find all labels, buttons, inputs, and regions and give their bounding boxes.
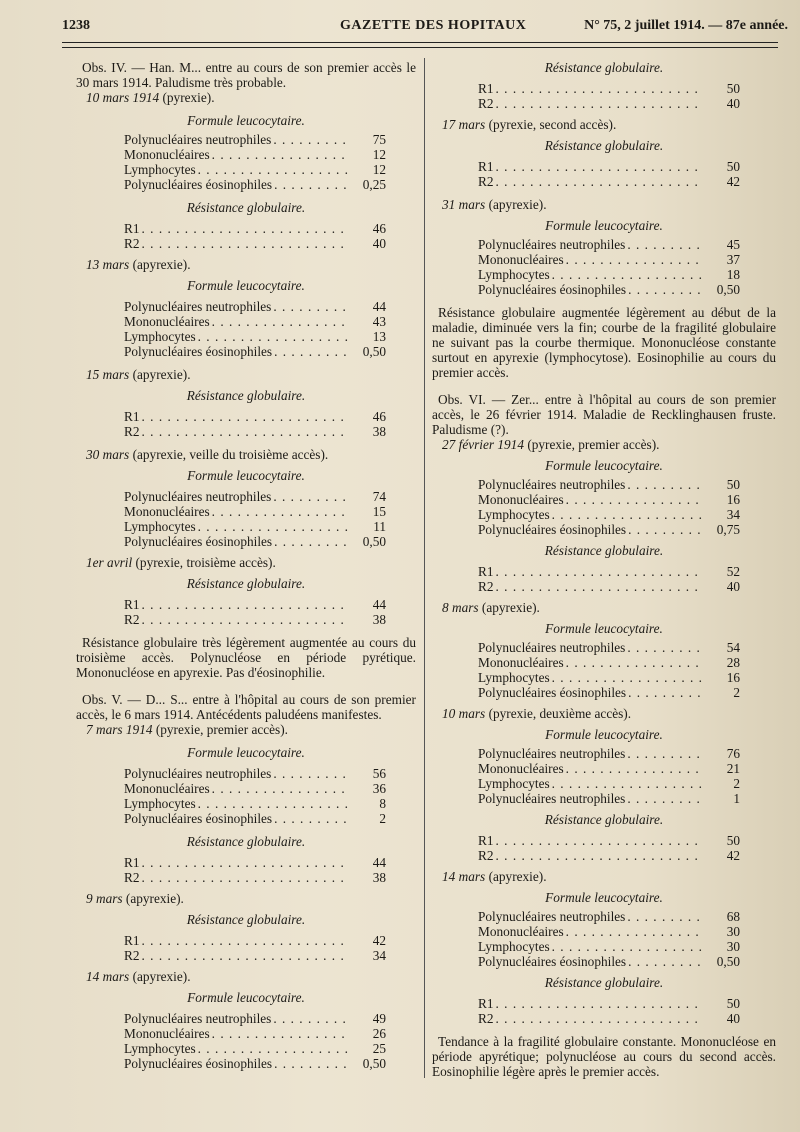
table-title: Formule leucocytaire. [187,990,305,1005]
table-title: Résistance globulaire. [186,388,306,403]
table-row: Polynucléaires neutrophiles . . . 50 [478,477,740,492]
table-title: Formule leucocytaire. [545,727,663,742]
header-rule [62,42,778,43]
table-title: Formule leucocytaire. [187,745,305,760]
leucocyte-table [478,237,740,297]
table-row: Lymphocytes . . . 2 [478,776,740,791]
observation-iv-summary: Résistance globulaire très légèrement augmentée au cours du troisième accès. Polynucléose en période pyrétique. Mononucléose en apyrexie. Pas d'éosinophilie. [76,635,416,680]
table-row: Lymphocytes . . . 16 [478,670,740,685]
table-row: Mononucléaires . . . 15 [124,504,386,519]
leucocyte-table [124,489,386,549]
table-row: Lymphocytes . . . 30 [478,939,740,954]
leucocyte-table [478,746,740,806]
table-row: R2 . . . 40 [478,96,740,111]
leucocyte-table [478,909,740,969]
observation-v-summary: Résistance globulaire augmentée légèrement au début de la maladie, diminuée vers la fin; courbe de la fragilité globulaire ne suivant pas la courbe thermique. Mononucléose constante surtout en apyrexie (lymphocytose). Eosinophilie au cours du premier accès. [432,305,776,380]
table-row: R1 . . . 42 [124,933,386,948]
table-row: R1 . . . 52 [478,564,740,579]
resistance-table [478,159,740,189]
journal-title: GAZETTE DES HOPITAUX [340,18,527,33]
table-row: Polynucléaires neutrophiles . . . 68 [478,909,740,924]
table-row: Polynucléaires éosinophiles . . . 0,50 [478,954,740,969]
table-row: R2 . . . 40 [478,1011,740,1026]
table-title: Résistance globulaire. [186,834,306,849]
table-row: Mononucléaires . . . 37 [478,252,740,267]
table-row: R2 . . . 42 [478,848,740,863]
date-line: 14 mars (apyrexie). [86,969,191,984]
resistance-table [124,221,386,251]
resistance-table [478,996,740,1026]
left-column [76,60,416,1071]
date-line: 1er avril (pyrexie, troisième accès). [86,555,276,570]
table-row: Mononucléaires . . . 28 [478,655,740,670]
table-row: Polynucléaires éosinophiles . . . 0,50 [124,1056,386,1071]
table-row: R2 . . . 38 [124,424,386,439]
table-title: Résistance globulaire. [186,200,306,215]
table-title: Formule leucocytaire. [187,468,305,483]
table-row: Lymphocytes . . . 12 [124,162,386,177]
table-title: Résistance globulaire. [544,60,664,75]
right-column [432,60,776,1079]
table-title: Formule leucocytaire. [545,621,663,636]
observation-v-intro: Obs. V. — D... S... entre à l'hôpital au cours de son premier accès, le 6 mars 1914. Antécédents paludéens manifestes. [76,692,416,722]
table-title: Formule leucocytaire. [187,278,305,293]
table-row: R1 . . . 44 [124,855,386,870]
table-title: Résistance globulaire. [544,812,664,827]
leucocyte-table [124,299,386,359]
table-row: Mononucléaires . . . 30 [478,924,740,939]
leucocyte-table [478,477,740,537]
resistance-table [478,564,740,594]
table-row: R1 . . . 50 [478,159,740,174]
date-line: 31 mars (apyrexie). [442,197,547,212]
table-row: R1 . . . 46 [124,221,386,236]
table-row: R2 . . . 34 [124,948,386,963]
leucocyte-table [124,1011,386,1071]
table-title: Formule leucocytaire. [545,890,663,905]
table-row: Polynucléaires neutrophiles . . . 1 [478,791,740,806]
table-title: Formule leucocytaire. [545,458,663,473]
observation-vi-summary: Tendance à la fragilité globulaire constante. Mononucléose en période apyrétique; polynucléose au cours du second accès. Eosinophilie légère après le premier accès. [432,1034,776,1079]
table-row: Polynucléaires neutrophiles . . . 75 [124,132,386,147]
resistance-table [124,409,386,439]
table-row: Polynucléaires neutrophiles . . . 44 [124,299,386,314]
table-row: R1 . . . 50 [478,81,740,96]
table-row: R2 . . . 38 [124,612,386,627]
table-row: Lymphocytes . . . 11 [124,519,386,534]
table-title: Résistance globulaire. [186,576,306,591]
leucocyte-table [124,766,386,826]
table-row: Mononucléaires . . . 36 [124,781,386,796]
table-row: Mononucléaires . . . 16 [478,492,740,507]
date-line: 14 mars (apyrexie). [442,869,547,884]
table-row: Lymphocytes . . . 18 [478,267,740,282]
table-row: R2 . . . 40 [478,579,740,594]
table-row: Lymphocytes . . . 13 [124,329,386,344]
date-line: 13 mars (apyrexie). [86,257,191,272]
table-row: Polynucléaires neutrophiles . . . 74 [124,489,386,504]
table-row: Mononucléaires . . . 26 [124,1026,386,1041]
table-row: R1 . . . 50 [478,833,740,848]
date-line: 17 mars (pyrexie, second accès). [442,117,617,132]
table-row: Mononucléaires . . . 21 [478,761,740,776]
table-title: Formule leucocytaire. [545,218,663,233]
leucocyte-table [124,132,386,192]
date-line: 7 mars 1914 (pyrexie, premier accès). [86,722,288,737]
table-row: Mononucléaires . . . 12 [124,147,386,162]
table-row: Lymphocytes . . . 25 [124,1041,386,1056]
table-title: Résistance globulaire. [544,138,664,153]
table-row: Mononucléaires . . . 43 [124,314,386,329]
date-line: 30 mars (apyrexie, veille du troisième accès). [86,447,329,462]
issue-info: N° 75, 2 juillet 1914. — 87e année. [584,18,788,33]
table-title: Résistance globulaire. [544,975,664,990]
table-title: Résistance globulaire. [186,912,306,927]
resistance-table [124,933,386,963]
resistance-table [124,597,386,627]
table-row: Polynucléaires neutrophiles . . . 54 [478,640,740,655]
table-row: Polynucléaires éosinophiles . . . 0,25 [124,177,386,192]
date-line: 10 mars 1914 (pyrexie). [86,90,215,105]
page-number: 1238 [62,18,90,33]
table-row: R1 . . . 50 [478,996,740,1011]
observation-vi-intro: Obs. VI. — Zer... entre à l'hôpital au cours de son premier accès, le 26 février 1914. Maladie de Recklinghausen fruste. Paludisme (?). [432,392,776,437]
table-row: Polynucléaires éosinophiles . . . 0,50 [124,534,386,549]
table-row: R1 . . . 44 [124,597,386,612]
table-row: Polynucléaires neutrophiles . . . 56 [124,766,386,781]
table-row: Polynucléaires éosinophiles . . . 0,50 [124,344,386,359]
date-line: 15 mars (apyrexie). [86,367,191,382]
date-line: 27 février 1914 (pyrexie, premier accès). [442,437,660,452]
resistance-table [124,855,386,885]
table-row: R1 . . . 46 [124,409,386,424]
date-line: 8 mars (apyrexie). [442,600,540,615]
header-rule-thin [62,47,778,48]
observation-iv-intro: Obs. IV. — Han. M... entre au cours de son premier accès le 30 mars 1914. Paludisme très probable. [76,60,416,90]
table-row: Polynucléaires éosinophiles . . . 2 [124,811,386,826]
column-separator [424,58,425,1078]
date-line: 10 mars (pyrexie, deuxième accès). [442,706,632,721]
table-row: Polynucléaires éosinophiles . . . 0,75 [478,522,740,537]
table-row: R2 . . . 38 [124,870,386,885]
table-row: Polynucléaires neutrophiles . . . 45 [478,237,740,252]
table-row: Polynucléaires neutrophiles . . . 76 [478,746,740,761]
table-title: Formule leucocytaire. [187,113,305,128]
table-row: Polynucléaires neutrophiles . . . 49 [124,1011,386,1026]
date-line: 9 mars (apyrexie). [86,891,184,906]
leucocyte-table [478,640,740,700]
table-row: R2 . . . 40 [124,236,386,251]
table-row: Lymphocytes . . . 34 [478,507,740,522]
table-row: Polynucléaires éosinophiles . . . 0,50 [478,282,740,297]
table-row: Polynucléaires éosinophiles . . . 2 [478,685,740,700]
resistance-table [478,81,740,111]
resistance-table [478,833,740,863]
table-row: R2 . . . 42 [478,174,740,189]
table-title: Résistance globulaire. [544,543,664,558]
page-header [62,18,788,40]
table-row: Lymphocytes . . . 8 [124,796,386,811]
